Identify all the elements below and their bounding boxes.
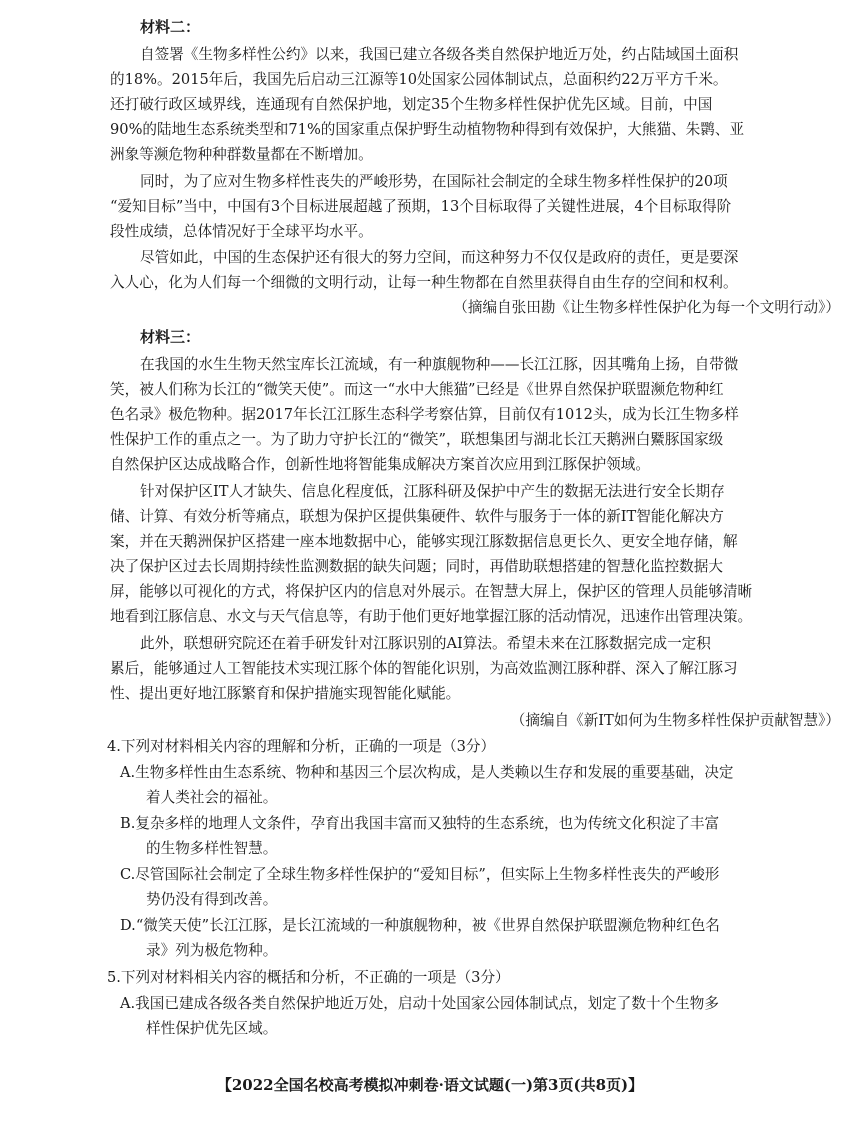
- question-4-option-b-cont: 的生物多样性智慧。: [146, 840, 278, 857]
- question-4-option-a: A.生物多样性由生态系统、物种和基因三个层次构成，是人类赖以生存和发展的重要基础，决定: [120, 764, 734, 781]
- material3-source: （摘编自《新IT如何为生物多样性保护贡献智慧》）: [510, 712, 840, 729]
- material2-source: （摘编自张田勘《让生物多样性保护化为每一个文明行动》）: [453, 299, 840, 316]
- material3-heading: 材料三：: [140, 328, 201, 346]
- material3-line: 累后，能够通过人工智能技术实现江豚个体的智能化识别，为高效监测江豚种群、深入了解江豚习: [110, 660, 738, 677]
- question-5-option-a: A.我国已建成各级各类自然保护地近万处，启动十处国家公园体制试点，划定了数十个生物多: [120, 995, 719, 1012]
- material3-line: 针对保护区IT人才缺失、信息化程度低，江豚科研及保护中产生的数据无法进行安全长期存: [140, 483, 725, 500]
- material3-line: 性、提出更好地江豚繁育和保护措施实现智能化赋能。: [110, 685, 461, 702]
- material3-line: 笑，被人们称为长江的“微笑天使”。而这一“水中大熊猫”已经是《世界自然保护联盟濒危物种红: [110, 381, 724, 398]
- material2-line: 同时，为了应对生物多样性丧失的严峻形势，在国际社会制定的全球生物多样性保护的20项: [140, 173, 728, 190]
- question-4-stem: 4.下列对材料相关内容的理解和分析，正确的一项是（3分）: [107, 738, 496, 755]
- question-4-option-d-cont: 录》列为极危物种。: [146, 942, 278, 959]
- material3-line: 决了保护区过去长周期持续性监测数据的缺失问题；同时，再借助联想搭建的智慧化监控数据大: [110, 558, 723, 575]
- question-5-stem: 5.下列对材料相关内容的概括和分析，不正确的一项是（3分）: [107, 969, 510, 986]
- material2-line: 段性成绩，总体情况好于全球平均水平。: [110, 223, 373, 240]
- material3-line: 此外，联想研究院还在着手研发针对江豚识别的AI算法。希望未来在江豚数据完成一定积: [140, 635, 711, 652]
- material3-line: 自然保护区达成战略合作，创新性地将智能集成解决方案首次应用到江豚保护领域。: [110, 456, 650, 473]
- material3-line: 屏，能够以可视化的方式，将保护区内的信息对外展示。在智慧大屏上，保护区的管理人员能够清晰: [110, 583, 753, 600]
- material2-line: 自签署《生物多样性公约》以来，我国已建立各级各类自然保护地近万处，约占陆域国土面积: [140, 46, 739, 63]
- material3-line: 地看到江豚信息、水文与天气信息等，有助于他们更好地掌握江豚的活动情况，迅速作出管理决策。: [110, 608, 753, 625]
- question-4-option-c-cont: 势仍没有得到改善。: [146, 891, 278, 908]
- question-4-option-d: D.“微笑天使”长江江豚，是长江流域的一种旗舰物种，被《世界自然保护联盟濒危物种红色名: [120, 917, 720, 934]
- material3-line: 色名录》极危物种。据2017年长江江豚生态科学考察估算，目前仅有1012头，成为长江生物多样: [110, 406, 739, 423]
- material2-line: 入人心，化为人们每一个细微的文明行动，让每一种生物都在自然里获得自由生存的空间和权利。: [110, 274, 738, 291]
- material2-line: 还打破行政区域界线，连通现有自然保护地，划定35个生物多样性保护优先区域。目前，中国: [110, 96, 713, 113]
- material2-line: 90%的陆地生态系统类型和71%的国家重点保护野生动植物物种得到有效保护，大熊猫、朱鹮、亚: [110, 121, 745, 138]
- material2-line: 的18%。2015年后，我国先后启动三江源等10处国家公园体制试点，总面积约22万平方千米。: [110, 71, 728, 88]
- material3-line: 在我国的水生生物天然宝库长江流域，有一种旗舰物种——长江江豚，因其嘴角上扬，自带微: [140, 356, 739, 373]
- page-footer: 【2022全国名校高考模拟冲刺卷·语文试题(一)第3页(共8页)】: [216, 1076, 644, 1094]
- question-5-option-a-cont: 样性保护优先区域。: [146, 1020, 278, 1037]
- question-4-option-b: B.复杂多样的地理人文条件，孕育出我国丰富而又独特的生态系统，也为传统文化积淀了丰富: [120, 815, 720, 832]
- material2-line: “爱知目标”当中，中国有3个目标进展超越了预期，13个目标取得了关键性进展，4个目标取得阶: [110, 198, 732, 215]
- question-4-option-a-cont: 着人类社会的福祉。: [146, 789, 278, 806]
- material3-line: 储、计算、有效分析等痛点，联想为保护区提供集硬件、软件与服务于一体的新IT智能化解决方: [110, 508, 724, 525]
- question-4-option-c: C.尽管国际社会制定了全球生物多样性保护的“爱知目标”，但实际上生物多样性丧失的严峻形: [120, 866, 720, 883]
- material2-heading: 材料二：: [140, 18, 201, 36]
- material3-line: 案，并在天鹅洲保护区搭建一座本地数据中心，能够实现江豚数据信息更长久、更安全地存储，解: [110, 533, 738, 550]
- material3-line: 性保护工作的重点之一。为了助力守护长江的“微笑”，联想集团与湖北长江天鹅洲白鱀豚国家级: [110, 431, 724, 448]
- material2-line: 洲象等濒危物种种群数量都在不断增加。: [110, 146, 373, 163]
- material2-line: 尽管如此，中国的生态保护还有很大的努力空间，而这种努力不仅仅是政府的责任，更是要深: [140, 249, 739, 266]
